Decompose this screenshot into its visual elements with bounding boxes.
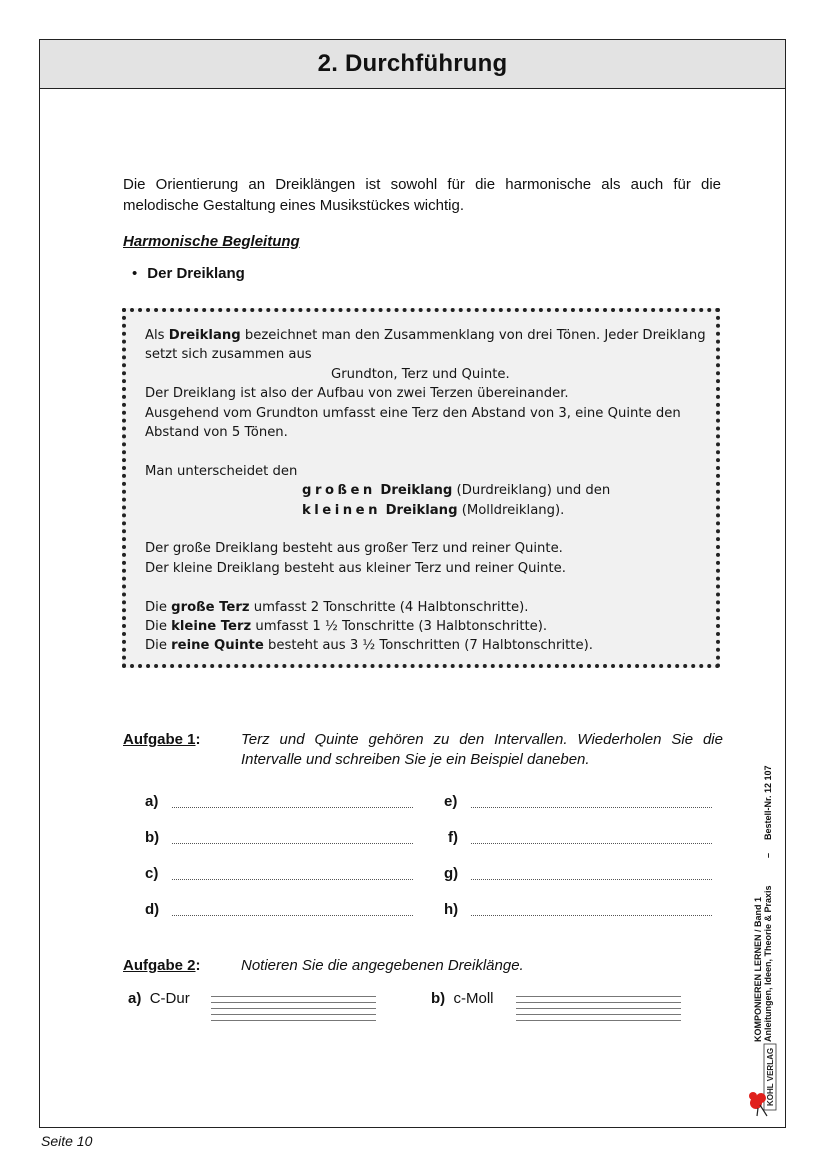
answer-label-a: a) xyxy=(145,793,159,810)
answer-line-h[interactable] xyxy=(471,915,712,916)
task-2-a-label: a) xyxy=(128,990,142,1007)
answer-line-f[interactable] xyxy=(471,843,712,844)
box-line: Man unterscheidet den xyxy=(145,463,298,479)
box-line: Die reine Quinte besteht aus 3 ½ Tonschritten (7 Halbtonschritte). xyxy=(145,638,593,654)
kohl-verlag-logo xyxy=(745,1030,785,1130)
task-2 xyxy=(123,956,723,978)
answer-label-c: c) xyxy=(145,865,159,882)
bullet-label: Der Dreiklang xyxy=(147,265,245,282)
answer-label-b: b) xyxy=(145,829,160,846)
box-line: setzt sich zusammen aus xyxy=(145,347,312,363)
bullet-item xyxy=(132,265,245,282)
box-line: Die kleine Terz umfasst 1 ½ Tonschritte (3 Halbtonschritte). xyxy=(145,619,548,635)
staff-c-moll[interactable] xyxy=(516,996,681,1022)
answer-label-e: e) xyxy=(444,793,458,810)
page-number: Seite 10 xyxy=(41,1133,93,1149)
box-line: Der große Dreiklang besteht aus großer Terz und reiner Quinte. xyxy=(145,541,563,557)
answer-line-e[interactable] xyxy=(471,807,712,808)
answer-lines xyxy=(145,788,735,928)
box-line: Grundton, Terz und Quinte. xyxy=(331,366,510,382)
box-line: Ausgehend vom Grundton umfasst eine Terz den Abstand von 3, eine Quinte den xyxy=(145,405,681,421)
publisher-name: KOHL VERLAG xyxy=(766,1047,775,1106)
box-line: Abstand von 5 Tönen. xyxy=(145,425,288,441)
chapter-title: 2. Durchführung xyxy=(317,50,508,77)
section-heading: Harmonische Begleitung xyxy=(123,233,300,250)
answer-line-a[interactable] xyxy=(172,807,413,808)
answer-label-d: d) xyxy=(145,901,160,918)
definition-box xyxy=(122,308,720,668)
publisher-sidebar xyxy=(745,760,785,1130)
answer-line-b[interactable] xyxy=(172,843,413,844)
task-2-label: Aufgabe 2: xyxy=(123,957,201,974)
box-line: Der Dreiklang ist also der Aufbau von zwei Terzen übereinander. xyxy=(145,386,569,402)
task-2-b xyxy=(431,990,494,1007)
task-2-text: Notieren Sie die angegebenen Dreiklänge. xyxy=(241,957,524,974)
task-2-a xyxy=(128,990,190,1007)
box-line: kleinen Dreiklang (Molldreiklang). xyxy=(302,502,565,518)
sidebar-series-title: KOMPONIEREN LERNEN / Band 1 xyxy=(753,896,763,1042)
box-line: Der kleine Dreiklang besteht aus kleiner Terz und reiner Quinte. xyxy=(145,560,566,576)
answer-line-d[interactable] xyxy=(172,915,413,916)
task-1-text: Terz und Quinte gehören zu den Intervallen. Wiederholen Sie die Intervalle und schreiben Sie je ein Beispiel daneben. xyxy=(241,731,723,768)
task-2-b-text: c-Moll xyxy=(453,990,494,1007)
task-1-label: Aufgabe 1: xyxy=(123,731,201,748)
staff-c-dur[interactable] xyxy=(211,996,376,1022)
intro-paragraph: Die Orientierung an Dreiklängen ist sowohl für die harmonische als auch für die melodische Gestaltung eines Musikstückes wichtig. xyxy=(123,176,721,214)
sidebar-dash: – xyxy=(763,852,773,858)
box-line: Die große Terz umfasst 2 Tonschritte (4 Halbtonschritte). xyxy=(145,599,529,615)
answer-line-c[interactable] xyxy=(172,879,413,880)
bullet-dot: • xyxy=(132,265,138,282)
task-2-a-text: C-Dur xyxy=(149,990,190,1007)
box-line: Als Dreiklang bezeichnet man den Zusammenklang von drei Tönen. Jeder Dreiklang xyxy=(145,328,706,343)
sidebar-order-number: Bestell-Nr. 12 107 xyxy=(763,765,773,840)
answer-line-g[interactable] xyxy=(471,879,712,880)
answer-label-h: h) xyxy=(444,901,459,918)
task-2-b-label: b) xyxy=(431,990,446,1007)
page-frame xyxy=(39,39,786,1128)
chapter-header xyxy=(40,40,785,89)
sidebar-subtitle: Anleitungen, Ideen, Theorie & Praxis xyxy=(763,885,773,1042)
answer-label-f: f) xyxy=(448,829,458,846)
task-1 xyxy=(123,730,723,774)
answer-label-g: g) xyxy=(444,865,459,882)
box-line: großen Dreiklang (Durdreiklang) und den xyxy=(302,483,611,499)
